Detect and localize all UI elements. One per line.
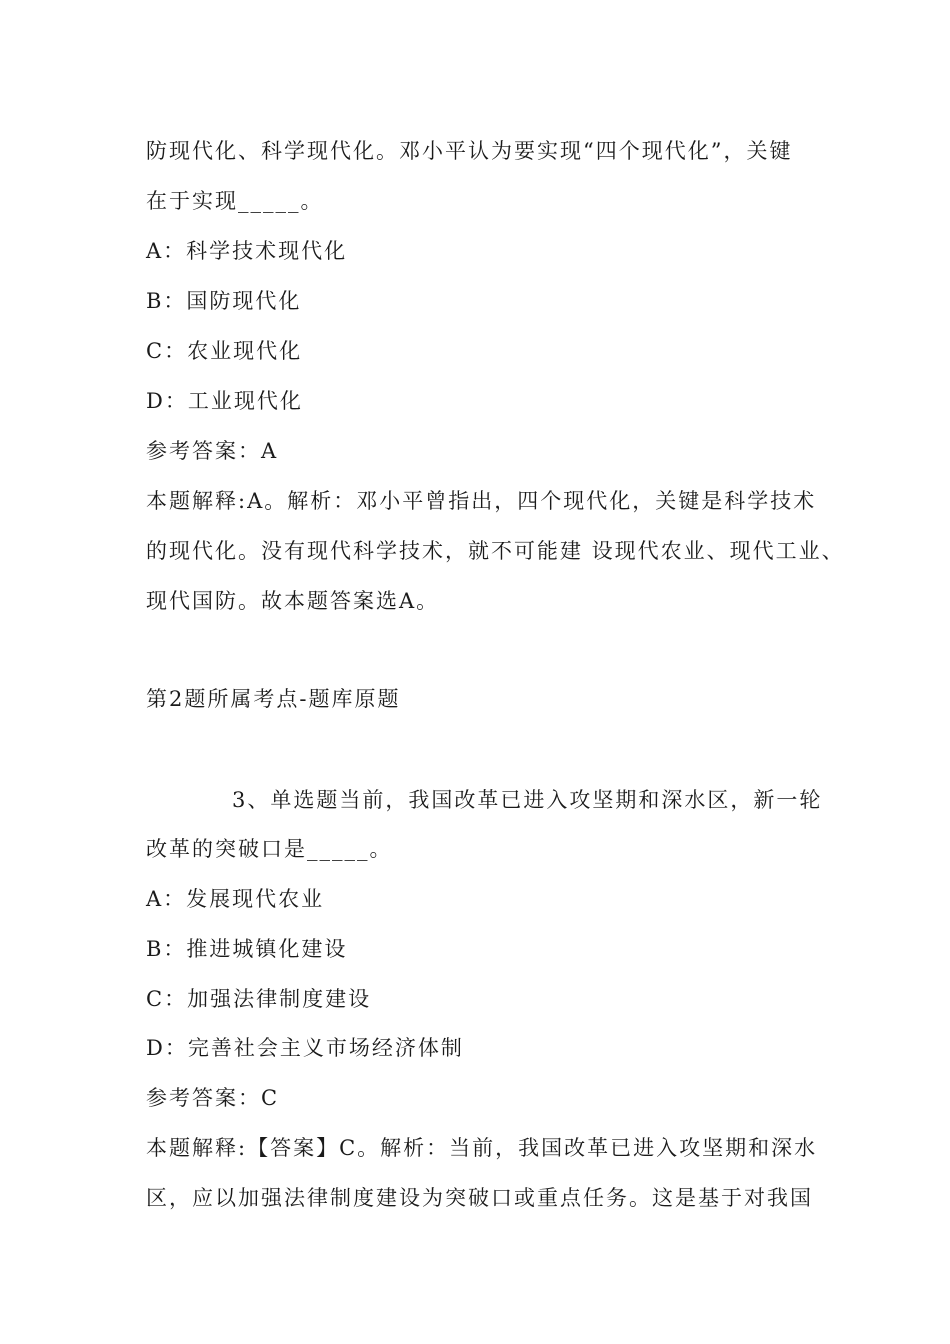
q1-option-c: C：农业现代化 (146, 339, 303, 363)
q3-option-a: A：发展现代农业 (146, 887, 325, 911)
q1-answer: 参考答案：A (146, 439, 279, 463)
q1-option-b: B：国防现代化 (146, 289, 302, 313)
q3-option-b: B：推进城镇化建设 (146, 937, 348, 961)
section-label: 第2题所属考点-题库原题 (146, 687, 401, 711)
q1-explanation-line3: 现代国防。故本题答案选A。 (146, 589, 440, 613)
q3-stem-line2: 改革的突破口是_____。 (146, 837, 393, 861)
q3-explanation-line2: 区，应以加强法律制度建设为突破口或重点任务。这是基于对我国 (146, 1186, 813, 1210)
q3-explanation-line1: 本题解释:【答案】C。解析：当前，我国改革已进入攻坚期和深水 (146, 1136, 818, 1160)
q1-option-d: D：工业现代化 (146, 389, 303, 413)
q3-answer: 参考答案：C (146, 1086, 280, 1110)
q1-option-a: A：科学技术现代化 (146, 239, 348, 263)
q1-stem-line2: 在于实现_____。 (146, 189, 324, 213)
q3-stem-line1: 3、单选题当前，我国改革已进入攻坚期和深水区，新一轮 (232, 788, 823, 812)
q1-explanation-line2: 的现代化。没有现代科学技术，就不可能建 设现代农业、现代工业、 (146, 539, 845, 563)
q3-option-d: D：完善社会主义市场经济体制 (146, 1036, 464, 1060)
q3-option-c: C：加强法律制度建设 (146, 987, 372, 1011)
q1-explanation-line1: 本题解释:A。解析：邓小平曾指出，四个现代化，关键是科学技术 (146, 489, 817, 513)
q1-stem-line1: 防现代化、科学现代化。邓小平认为要实现“四个现代化”，关键 (146, 139, 793, 163)
